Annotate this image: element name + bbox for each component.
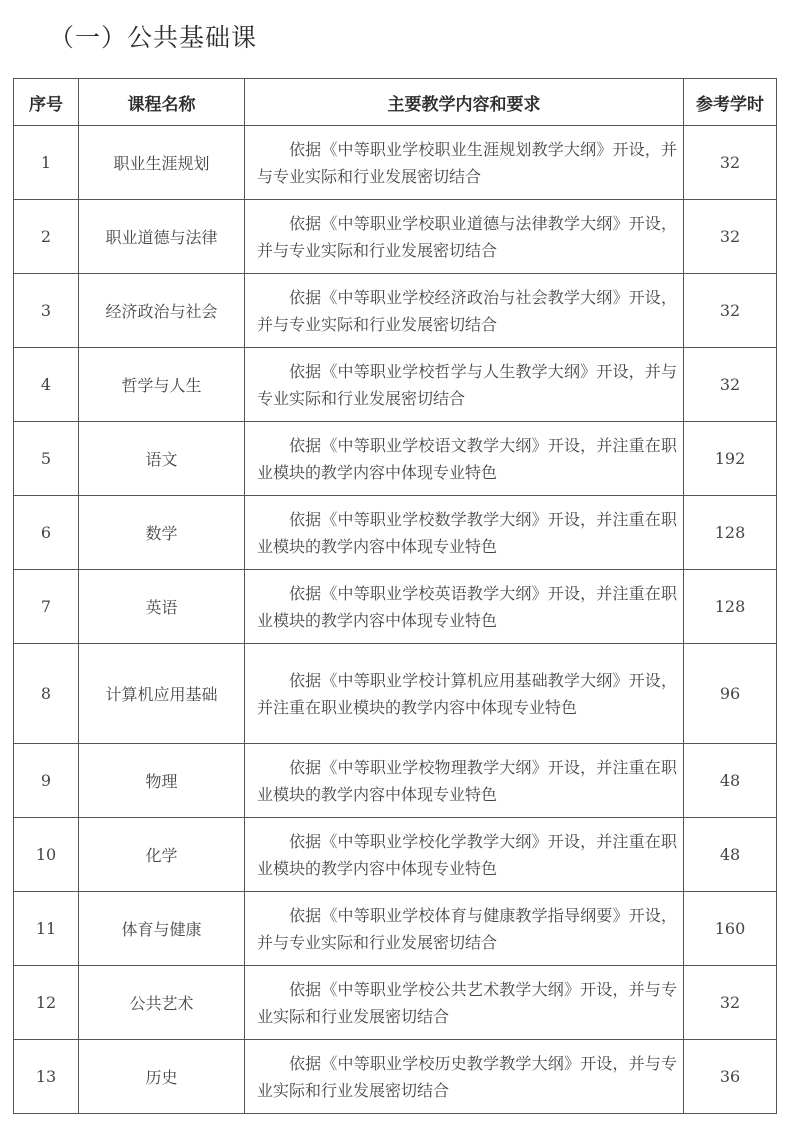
course-content-text: 依据《中等职业学校语文教学大纲》开设，并注重在职业模块的教学内容中体现专业特色: [257, 435, 677, 482]
course-name: 语文: [79, 422, 245, 496]
table-row: [14, 892, 777, 966]
row-number: 6: [14, 496, 79, 570]
course-hours: 128: [684, 570, 777, 644]
course-content-text: 依据《中等职业学校哲学与人生教学大纲》开设，并与专业实际和行业发展密切结合: [257, 361, 677, 408]
course-name: 经济政治与社会: [79, 274, 245, 348]
table-row: [14, 200, 777, 274]
course-content-text: 依据《中等职业学校体育与健康教学指导纲要》开设，并与专业实际和行业发展密切结合: [257, 905, 677, 952]
course-hours: 32: [684, 274, 777, 348]
row-number: 7: [14, 570, 79, 644]
section-heading: （一）公共基础课: [49, 23, 258, 52]
course-content-text: 依据《中等职业学校职业生涯规划教学大纲》开设，并与专业实际和行业发展密切结合: [257, 139, 677, 186]
course-content: [245, 966, 684, 1040]
course-content: [245, 818, 684, 892]
course-content-text: 依据《中等职业学校物理教学大纲》开设，并注重在职业模块的教学内容中体现专业特色: [257, 757, 677, 804]
course-hours: 32: [684, 200, 777, 274]
table-row: [14, 818, 777, 892]
course-content-text: 依据《中等职业学校历史教学教学大纲》开设，并与专业实际和行业发展密切结合: [257, 1053, 677, 1100]
course-content-text: 依据《中等职业学校公共艺术教学大纲》开设，并与专业实际和行业发展密切结合: [257, 979, 677, 1026]
table-row: [14, 126, 777, 200]
header-content: 主要教学内容和要求: [245, 79, 684, 126]
table-row: [14, 966, 777, 1040]
course-content: [245, 274, 684, 348]
row-number: 12: [14, 966, 79, 1040]
course-content: [245, 126, 684, 200]
course-hours: 128: [684, 496, 777, 570]
course-content: [245, 744, 684, 818]
course-content: [245, 644, 684, 744]
course-hours: 48: [684, 818, 777, 892]
row-number: 2: [14, 200, 79, 274]
course-content: [245, 892, 684, 966]
table-header-row: [14, 79, 777, 126]
course-name: 职业道德与法律: [79, 200, 245, 274]
table-row: [14, 274, 777, 348]
course-hours: 32: [684, 348, 777, 422]
table-row: [14, 644, 777, 744]
course-content: [245, 496, 684, 570]
course-content: [245, 422, 684, 496]
course-content: [245, 200, 684, 274]
course-content-text: 依据《中等职业学校化学教学大纲》开设，并注重在职业模块的教学内容中体现专业特色: [257, 831, 677, 878]
row-number: 8: [14, 644, 79, 744]
row-number: 3: [14, 274, 79, 348]
course-name: 职业生涯规划: [79, 126, 245, 200]
course-name: 公共艺术: [79, 966, 245, 1040]
row-number: 10: [14, 818, 79, 892]
course-name: 物理: [79, 744, 245, 818]
row-number: 5: [14, 422, 79, 496]
course-content: [245, 1040, 684, 1114]
row-number: 11: [14, 892, 79, 966]
row-number: 9: [14, 744, 79, 818]
header-course-name: 课程名称: [79, 79, 245, 126]
table-row: [14, 496, 777, 570]
header-no: 序号: [14, 79, 79, 126]
row-number: 1: [14, 126, 79, 200]
course-hours: 36: [684, 1040, 777, 1114]
course-content: [245, 570, 684, 644]
table-row: [14, 1040, 777, 1114]
course-name: 哲学与人生: [79, 348, 245, 422]
course-table: [13, 78, 777, 1114]
row-number: 13: [14, 1040, 79, 1114]
course-content-text: 依据《中等职业学校经济政治与社会教学大纲》开设，并与专业实际和行业发展密切结合: [257, 287, 677, 334]
course-hours: 96: [684, 644, 777, 744]
course-content-text: 依据《中等职业学校计算机应用基础教学大纲》开设，并注重在职业模块的教学内容中体现专业特色: [257, 670, 677, 717]
course-name: 体育与健康: [79, 892, 245, 966]
course-hours: 32: [684, 126, 777, 200]
course-hours: 192: [684, 422, 777, 496]
course-name: 英语: [79, 570, 245, 644]
course-content-text: 依据《中等职业学校数学教学大纲》开设，并注重在职业模块的教学内容中体现专业特色: [257, 509, 677, 556]
course-hours: 48: [684, 744, 777, 818]
header-hours: 参考学时: [684, 79, 777, 126]
course-hours: 32: [684, 966, 777, 1040]
table-row: [14, 422, 777, 496]
course-content-text: 依据《中等职业学校英语教学大纲》开设，并注重在职业模块的教学内容中体现专业特色: [257, 583, 677, 630]
course-content-text: 依据《中等职业学校职业道德与法律教学大纲》开设，并与专业实际和行业发展密切结合: [257, 213, 677, 260]
course-name: 化学: [79, 818, 245, 892]
table-row: [14, 744, 777, 818]
course-name: 历史: [79, 1040, 245, 1114]
course-hours: 160: [684, 892, 777, 966]
course-name: 计算机应用基础: [79, 644, 245, 744]
table-row: [14, 570, 777, 644]
course-content: [245, 348, 684, 422]
course-name: 数学: [79, 496, 245, 570]
table-row: [14, 348, 777, 422]
row-number: 4: [14, 348, 79, 422]
